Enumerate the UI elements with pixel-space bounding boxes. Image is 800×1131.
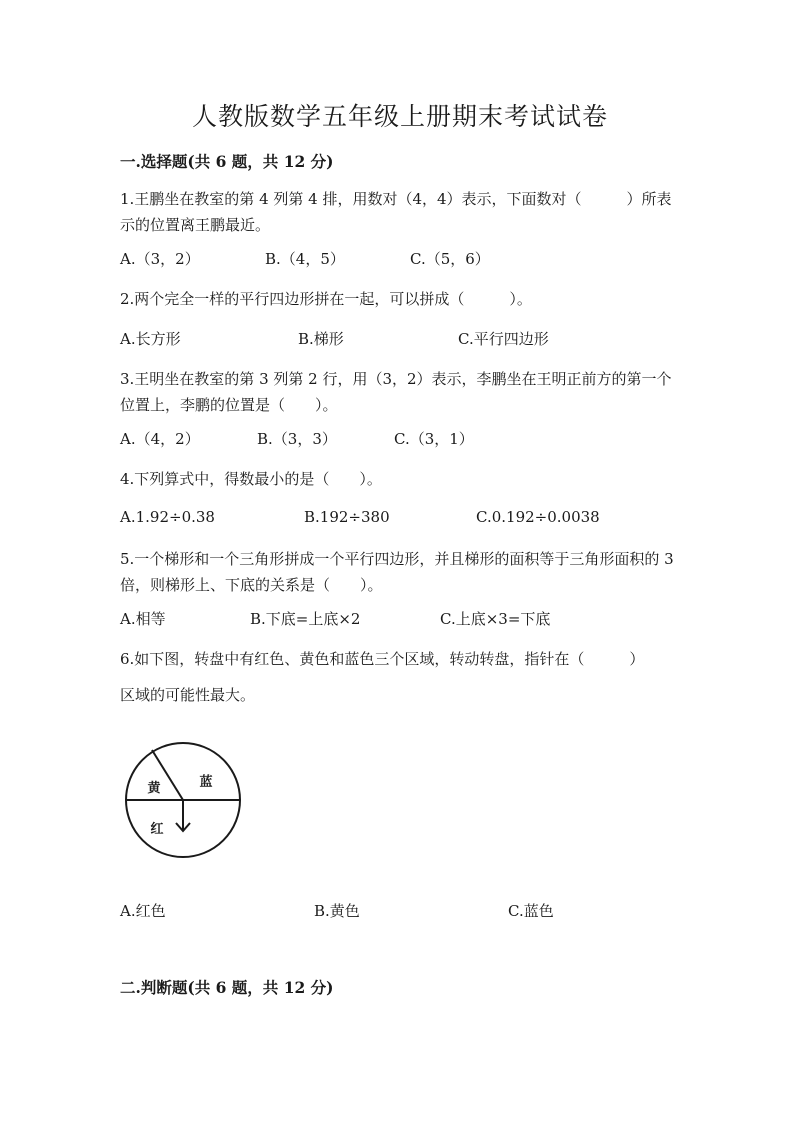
question-3-option-c: C.（3，1）	[394, 430, 474, 448]
question-3-text: 3.王明坐在教室的第 3 列第 2 行，用（3，2）表示，李鹏坐在王明正前方的第一个位置上，李鹏的位置是（ ）。	[120, 370, 672, 414]
question-6-text-line-2: 区域的可能性最大。	[120, 686, 256, 704]
question-4-option-a: A.1.92÷0.38	[120, 508, 215, 526]
question-6-option-c: C.蓝色	[508, 902, 554, 920]
spinner-label-red: 红	[150, 822, 164, 837]
spinner-label-blue: 蓝	[199, 775, 213, 790]
question-6-option-a: A.红色	[120, 902, 166, 920]
spinner-label-yellow: 黄	[147, 781, 161, 796]
question-3-option-a: A.（4，2）	[120, 430, 200, 448]
spinner-figure	[120, 736, 250, 866]
question-6-option-b: B.黄色	[314, 902, 360, 920]
question-2-option-c: C.平行四边形	[458, 330, 549, 348]
question-2-option-b: B.梯形	[298, 330, 344, 348]
question-5-option-c: C.上底×3=下底	[440, 610, 551, 628]
question-6-text-line-1: 6.如下图，转盘中有红色、黄色和蓝色三个区域，转动转盘，指针在（ ）	[120, 650, 645, 668]
question-5-option-a: A.相等	[120, 610, 166, 628]
section-heading-judgement: 二.判断题(共 6 题，共 12 分)	[120, 978, 334, 997]
question-5-text: 5.一个梯形和一个三角形拼成一个平行四边形，并且梯形的面积等于三角形面积的 3 倍，则梯形上、下底的关系是（ ）。	[120, 550, 674, 594]
question-1-option-a: A.（3，2）	[120, 250, 200, 268]
question-3-option-b: B.（3，3）	[257, 430, 337, 448]
section-heading-choice: 一.选择题(共 6 题，共 12 分)	[120, 152, 334, 171]
question-4-text: 4.下列算式中，得数最小的是（ ）。	[120, 470, 382, 488]
question-1-option-c: C.（5，6）	[410, 250, 490, 268]
exam-title: 人教版数学五年级上册期末考试试卷	[191, 102, 608, 131]
question-4-option-b: B.192÷380	[304, 508, 390, 526]
question-2-text: 2.两个完全一样的平行四边形拼在一起，可以拼成（ ）。	[120, 290, 532, 308]
question-5-option-b: B.下底=上底×2	[250, 610, 361, 628]
question-2-option-a: A.长方形	[120, 330, 181, 348]
question-1-option-b: B.（4，5）	[265, 250, 345, 268]
question-4-option-c: C.0.192÷0.0038	[476, 508, 600, 526]
question-1-text: 1.王鹏坐在教室的第 4 列第 4 排，用数对（4，4）表示，下面数对（ ）所表示的位置离王鹏最近。	[120, 190, 672, 234]
